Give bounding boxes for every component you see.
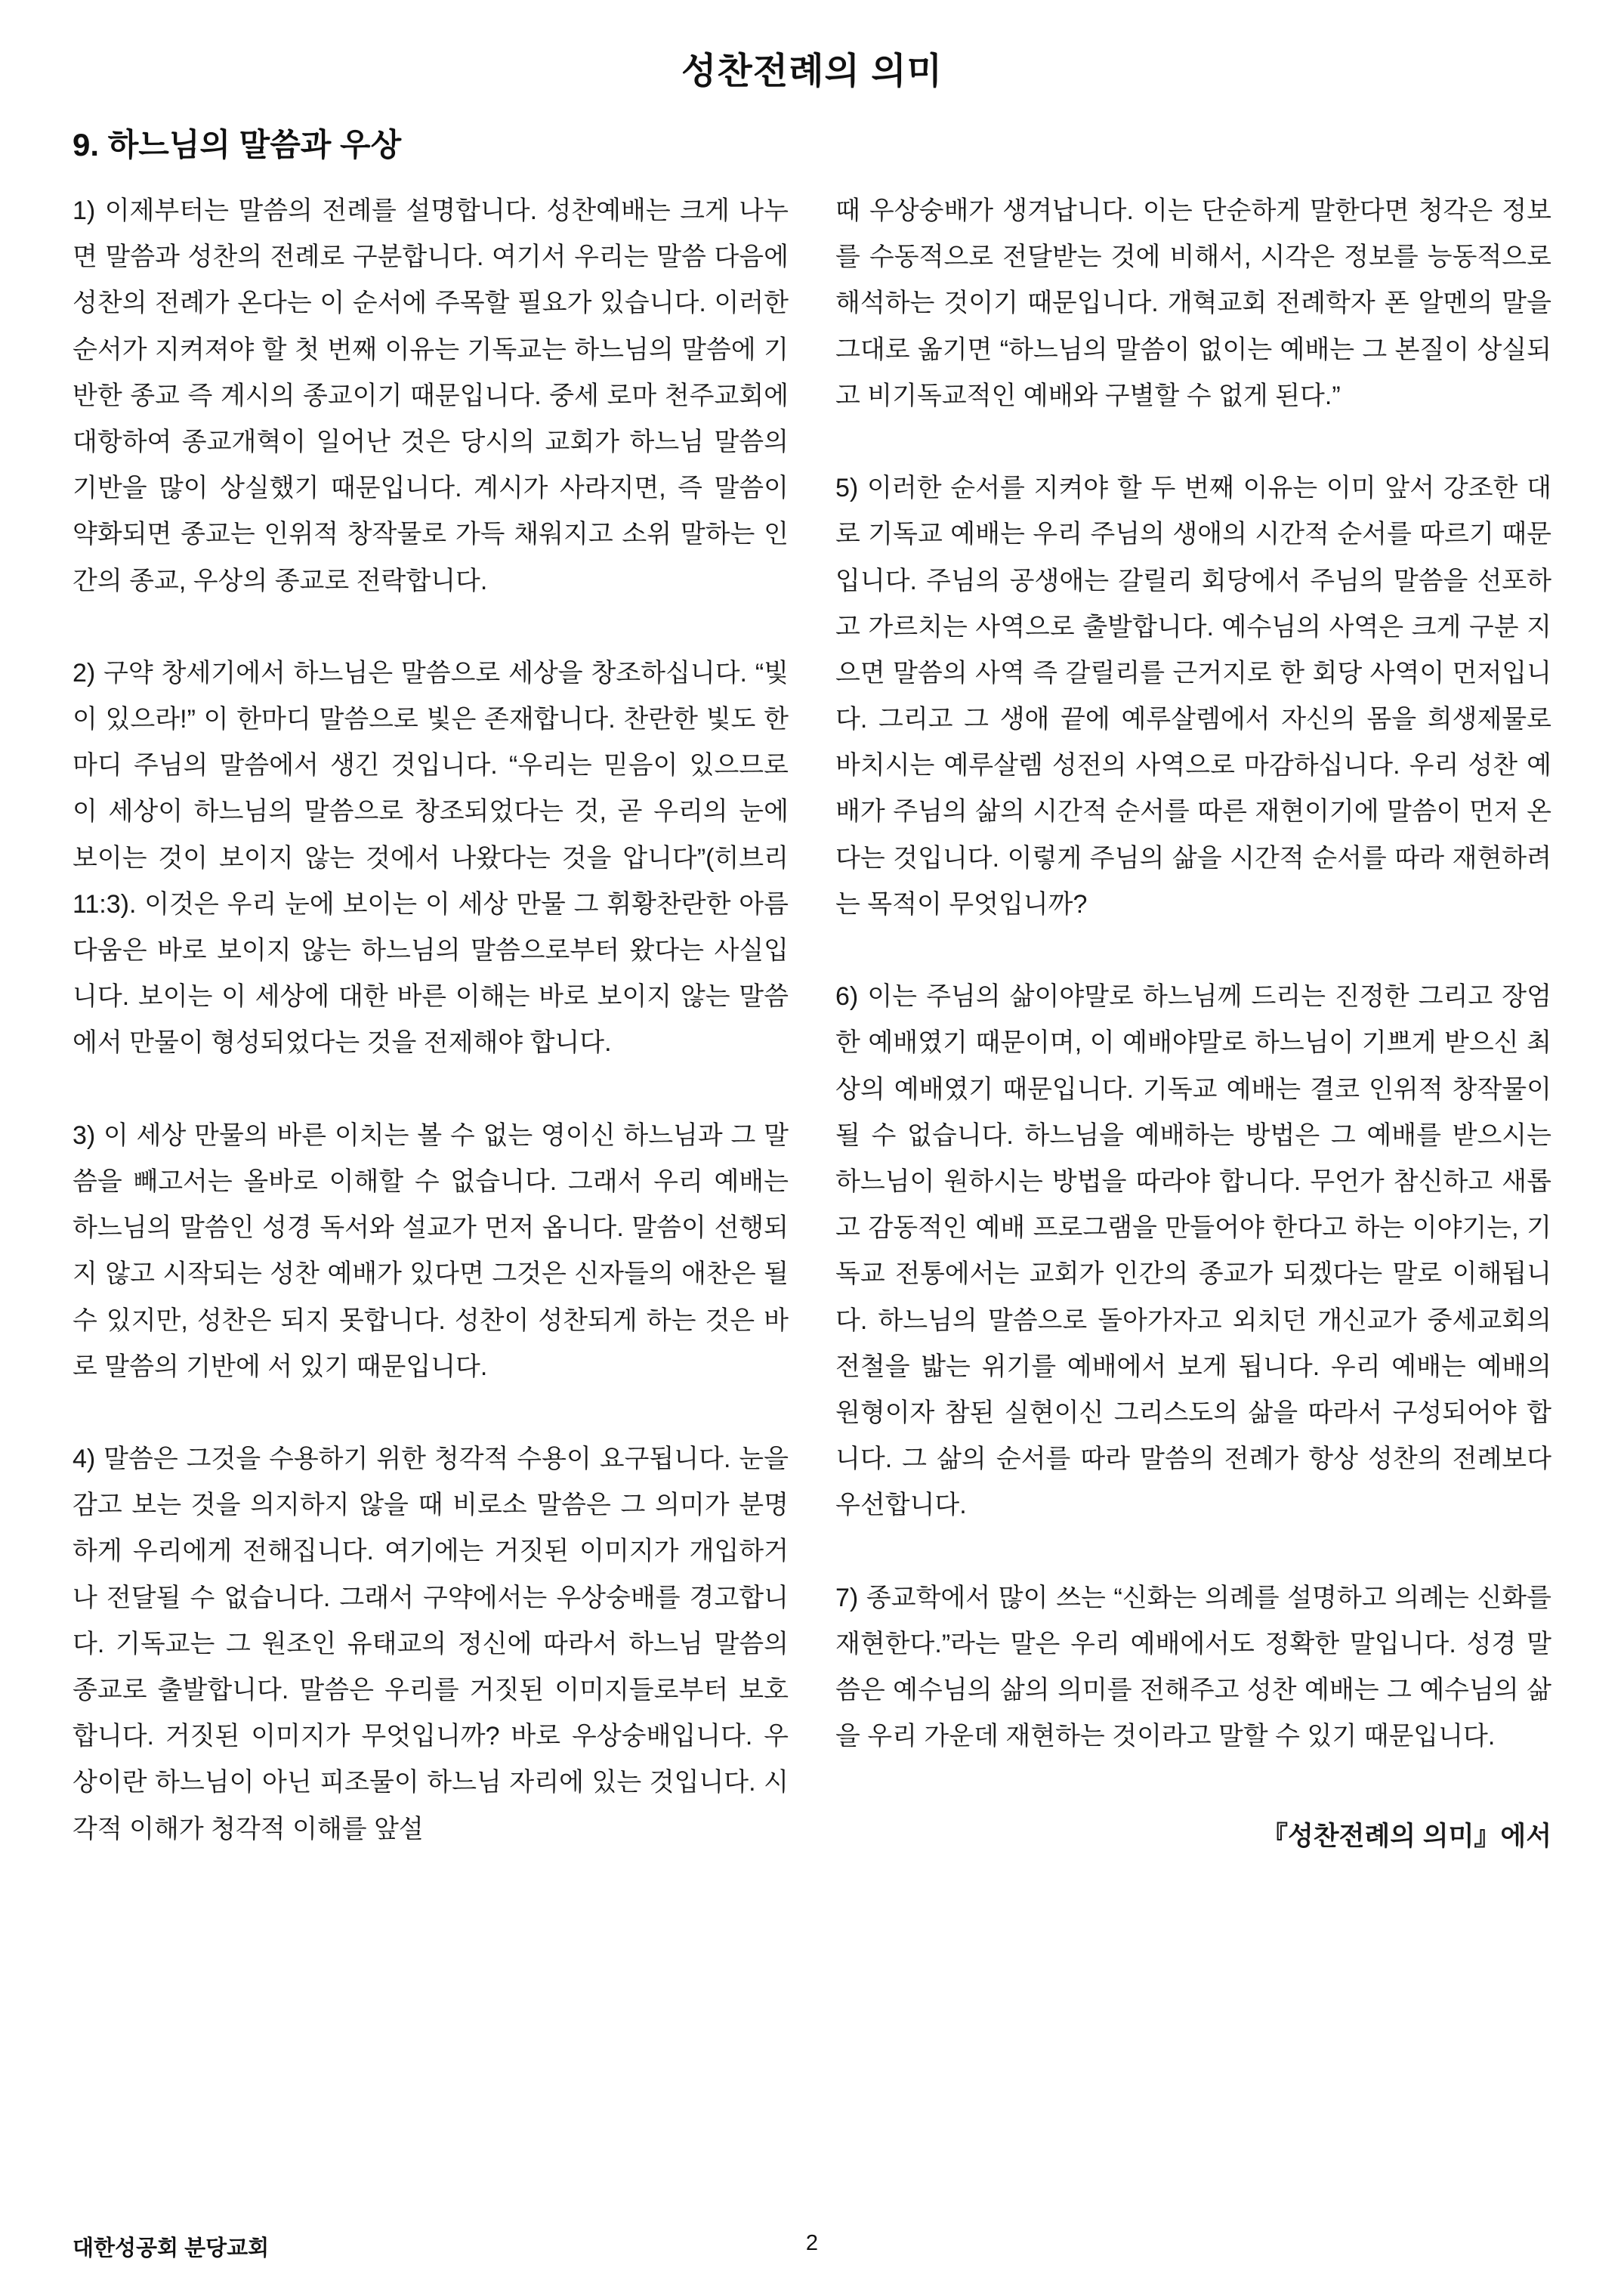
section-heading: 9. 하느님의 말씀과 우상 bbox=[73, 127, 402, 162]
right-column-paragraphs bbox=[835, 188, 1551, 1760]
paragraph: 4) 말씀은 그것을 수용하기 위한 청각적 수용이 요구됩니다. 눈을 감고 보는 것을 의지하지 않을 때 비로소 말씀은 그 의미가 분명하게 우리에게 전해집니다. 여기에는 거짓된 이미지가 개입하거나 전달될 수 없습니다. 그래서 구약에서는 우상숭배를 경고합니다. 기독교는 그 원조인 유태교의 정신에 따라서 하느님 말씀의 종교로 출발합니다. 말씀은 우리를 거짓된 이미지들로부터 보호합니다. 거짓된 이미지가 무엇입니까? 바로 우상숭배입니다. 우상이란 하느님이 아닌 피조물이 하느님 자리에 있는 것입니다. 시각적 이해가 청각적 이해를 앞설 bbox=[73, 1445, 789, 1843]
paragraph: 3) 이 세상 만물의 바른 이치는 볼 수 없는 영이신 하느님과 그 말씀을 빼고서는 올바로 이해할 수 없습니다. 그래서 우리 예배는 하느님의 말씀인 성경 독서와 설교가 먼저 옵니다. 말씀이 선행되지 않고 시작되는 성찬 예배가 있다면 그것은 신자들의 애찬은 될 수 있지만, 성찬은 되지 못합니다. 성찬이 성찬되게 하는 것은 바로 말씀의 기반에 서 있기 때문입니다. bbox=[73, 1120, 789, 1381]
right-column bbox=[835, 188, 1551, 1860]
attribution: 『성찬전례의 의미』에서 bbox=[1261, 1822, 1551, 1852]
left-column bbox=[73, 188, 789, 1860]
paragraph: 2) 구약 창세기에서 하느님은 말씀으로 세상을 창조하십니다. “빛이 있으라!” 이 한마디 말씀으로 빛은 존재합니다. 찬란한 빛도 한마디 주님의 말씀에서 생긴 것입니다. “우리는 믿음이 있으므로 이 세상이 하느님의 말씀으로 창조되었다는 것, 곧 우리의 눈에 보이는 것이 보이지 않는 것에서 나왔다는 것을 압니다”(히브리 11:3). 이것은 우리 눈에 보이는 이 세상 만물 그 휘황찬란한 아름다움은 바로 보이지 않는 하느님의 말씀으로부터 왔다는 사실입니다. 보이는 이 세상에 대한 바른 이해는 바로 보이지 않는 말씀에서 만물이 형성되었다는 것을 전제해야 합니다. bbox=[73, 658, 789, 1058]
paragraph: 1) 이제부터는 말씀의 전례를 설명합니다. 성찬예배는 크게 나누면 말씀과 성찬의 전례로 구분합니다. 여기서 우리는 말씀 다음에 성찬의 전례가 온다는 이 순서에 주목할 필요가 있습니다. 이러한 순서가 지켜져야 할 첫 번째 이유는 기독교는 하느님의 말씀에 기반한 종교 즉 계시의 종교이기 때문입니다. 중세 로마 천주교회에 대항하여 종교개혁이 일어난 것은 당시의 교회가 하느님 말씀의 기반을 많이 상실했기 때문입니다. 계시가 사라지면, 즉 말씀이 약화되면 종교는 인위적 창작물로 가득 채워지고 소위 말하는 인간의 종교, 우상의 종교로 전락합니다. bbox=[73, 196, 789, 595]
left-column-paragraphs bbox=[73, 188, 789, 1853]
footer-organization: 대한성공회 분당교회 bbox=[73, 2236, 270, 2261]
paragraph: 5) 이러한 순서를 지켜야 할 두 번째 이유는 이미 앞서 강조한 대로 기독교 예배는 우리 주님의 생애의 시간적 순서를 따르기 때문입니다. 주님의 공생애는 갈릴리 회당에서 주님의 말씀을 선포하고 가르치는 사역으로 출발합니다. 예수님의 사역은 크게 구분 지으면 말씀의 사역 즉 갈릴리를 근거지로 한 회당 사역이 먼저입니다. 그리고 그 생애 끝에 예루살렘에서 자신의 몸을 희생제물로 바치시는 예루살렘 성전의 사역으로 마감하십니다. 우리 성찬 예배가 주님의 삶의 시간적 순서를 따른 재현이기에 말씀이 먼저 온다는 것입니다. 이렇게 주님의 삶을 시간적 순서를 따라 재현하려는 목적이 무엇입니까? bbox=[835, 474, 1551, 919]
paragraph: 6) 이는 주님의 삶이야말로 하느님께 드리는 진정한 그리고 장엄한 예배였기 때문이며, 이 예배야말로 하느님이 기쁘게 받으신 최상의 예배였기 때문입니다. 기독교 예배는 결코 인위적 창작물이 될 수 없습니다. 하느님을 예배하는 방법은 그 예배를 받으시는 하느님이 원하시는 방법을 따라야 합니다. 무언가 참신하고 새롭고 감동적인 예배 프로그램을 만들어야 한다고 하는 이야기는, 기독교 전통에서는 교회가 인간의 종교가 되겠다는 말로 이해됩니다. 하느님의 말씀으로 돌아가자고 외치던 개신교가 중세교회의 전철을 밟는 위기를 예배에서 보게 됩니다. 우리 예배는 예배의 원형이자 참된 실현이신 그리스도의 삶을 따라서 구성되어야 합니다. 그 삶의 순서를 따라 말씀의 전례가 항상 성찬의 전례보다 우선합니다. bbox=[835, 982, 1551, 1520]
paragraph: 때 우상숭배가 생겨납니다. 이는 단순하게 말한다면 청각은 정보를 수동적으로 전달받는 것에 비해서, 시각은 정보를 능동적으로 해석하는 것이기 때문입니다. 개혁교회 전례학자 폰 알멘의 말을 그대로 옮기면 “하느님의 말씀이 없이는 예배는 그 본질이 상실되고 비기독교적인 예배와 구별할 수 없게 된다.” bbox=[835, 196, 1551, 410]
page-footer bbox=[73, 2231, 1551, 2261]
page-number: 2 bbox=[805, 2231, 819, 2255]
page-title: 성찬전례의 의미 bbox=[681, 51, 943, 91]
two-column-body bbox=[73, 188, 1551, 1860]
paragraph: 7) 종교학에서 많이 쓰는 “신화는 의례를 설명하고 의례는 신화를 재현한다.”라는 말은 우리 예배에서도 정확한 말입니다. 성경 말씀은 예수님의 삶의 의미를 전해주고 성찬 예배는 그 예수님의 삶을 우리 가운데 재현하는 것이라고 말할 수 있기 때문입니다. bbox=[835, 1583, 1551, 1751]
